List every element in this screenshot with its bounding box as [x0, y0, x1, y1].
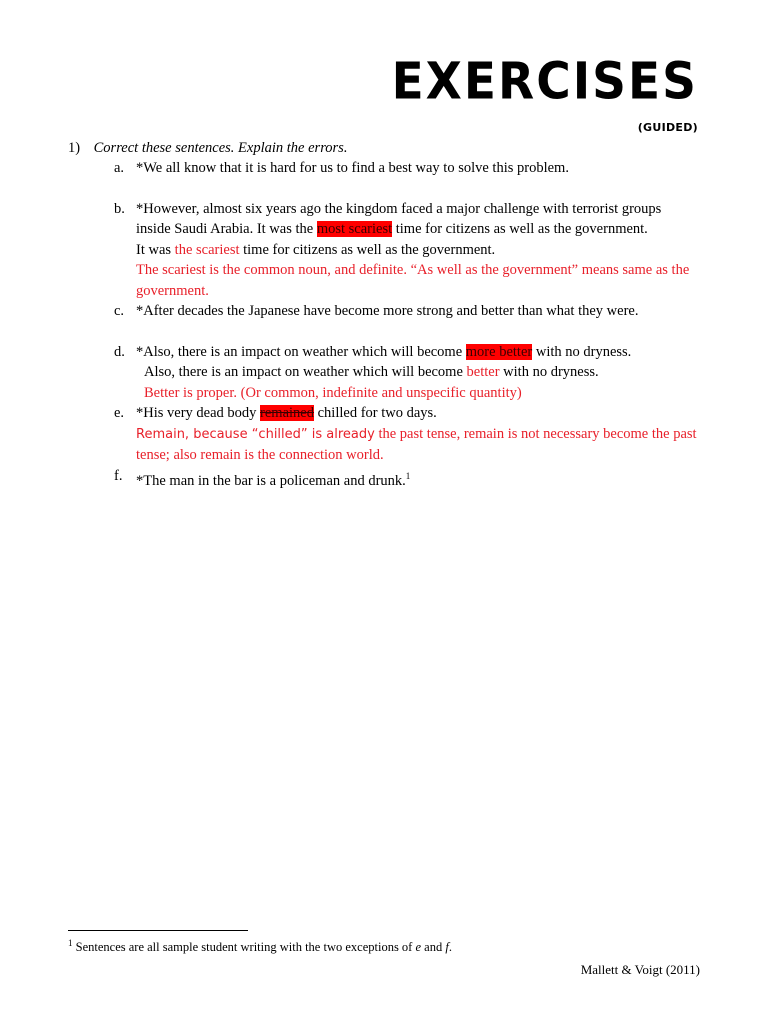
item-b — [68, 199, 708, 302]
item-text — [136, 342, 708, 363]
text-fragment: inside Saudi Arabia. It was the — [136, 221, 317, 237]
item-text: *We all know that it is hard for us to find a best way to solve this problem. — [136, 160, 569, 176]
item-text: *After decades the Japanese have become more strong and better than what they were. — [136, 303, 639, 319]
item-e — [68, 403, 708, 466]
item-text-cont — [136, 219, 708, 240]
page-subtitle: (GUIDED) — [637, 121, 698, 134]
text-fragment: It was — [136, 241, 175, 258]
text-fragment: the past tense, remain is not necessary become the past tense; also remain is the connection world. — [136, 425, 697, 463]
correction-line — [136, 362, 708, 383]
correction-word: better — [466, 364, 500, 380]
page-footer-citation: Mallett & Voigt (2011) — [580, 962, 700, 977]
question-1 — [68, 138, 708, 158]
text-fragment: Also, there is an impact on weather which will become — [144, 364, 467, 380]
item-a — [68, 158, 708, 179]
text-fragment: Remain, because “chilled” is already — [136, 426, 375, 442]
text-fragment: *His very dead body — [136, 405, 261, 421]
text-fragment: chilled for two days. — [313, 405, 437, 421]
text-fragment: with no dryness. — [499, 364, 599, 380]
item-d — [68, 342, 708, 404]
text-fragment: f — [445, 940, 449, 955]
page-title: EXERCISES — [391, 52, 698, 112]
item-letter: d. — [114, 343, 125, 360]
footnote-mark: 1 — [68, 938, 73, 948]
correction-line — [136, 240, 708, 261]
item-letter: e. — [114, 405, 125, 421]
text-fragment: with no dryness. — [532, 343, 632, 360]
text-fragment: *Also, there is an impact on weather which will become — [136, 343, 466, 360]
text-fragment: time for citizens as well as the government. — [392, 221, 648, 237]
item-letter: b. — [114, 200, 125, 217]
item-letter: a. — [114, 160, 125, 176]
error-highlight: most scariest — [316, 221, 393, 237]
item-text: *The man in the bar is a policeman and drunk. — [136, 472, 406, 489]
explanation-note — [136, 424, 708, 466]
footnote — [68, 938, 452, 955]
item-text — [136, 403, 708, 424]
item-f — [68, 466, 708, 491]
question-text: Correct these sentences. Explain the errors. — [93, 140, 348, 156]
error-highlight: more better — [465, 343, 533, 360]
text-fragment: time for citizens as well as the government. — [239, 241, 496, 258]
item-letter: c. — [114, 303, 125, 319]
text-fragment: and — [421, 940, 446, 955]
explanation-note: The scariest is the common noun, and definite. “As well as the government” means same as the government. — [136, 262, 690, 299]
exercise-content — [68, 138, 708, 491]
error-highlight: remained — [260, 405, 314, 421]
item-c — [68, 301, 708, 322]
footnote-divider — [68, 930, 248, 931]
correction-word: the scariest — [174, 241, 240, 258]
question-number: 1) — [68, 140, 81, 156]
explanation-note: Better is proper. (Or common, indefinite and unspecific quantity) — [144, 384, 522, 401]
item-text: *However, almost six years ago the kingdom faced a major challenge with terrorist groups — [136, 200, 662, 217]
text-fragment: Sentences are all sample student writing with the two exceptions of — [72, 940, 416, 955]
footnote-ref[interactable]: 1 — [405, 470, 411, 481]
item-letter: f. — [114, 467, 123, 484]
text-fragment: e — [415, 940, 422, 955]
text-fragment: . — [448, 940, 452, 955]
